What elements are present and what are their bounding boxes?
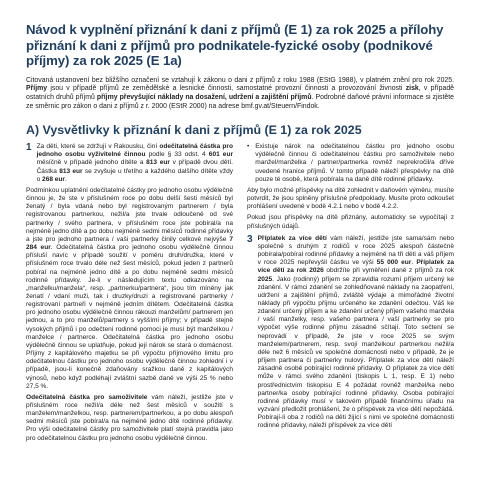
text-bold: 601 eur <box>208 151 233 159</box>
text-run: obdržíte při vyměření daně z příjmů za rok <box>326 267 455 275</box>
text-run: . Odečitatelná částka pro jednoho osobu výdělečně činnou přísluší navíc v případě soužití v poměru druh/družka, které v příslušném roce trvalo déle než šest měsíců, pokud jeden z partnerů pobíral na nejméně jedno dítě a po dobu nejméně sedmi měsíců rodinné přídavky. Je-li v následujícím textu odkazováno na „manželku/manžela“, resp. „partnerku/partnera“, jsou tím míněny jak ženatí / vdaní muži, tak i druzky/druzi a registrované partnerky / registrovaní partneři v nejméně jedním dítětem. Odečitatelná částka pro jednoho osobu výdělečně činnou rákouzi manželům/ partnerem jen jednou, a to pro manželů/partnery s vyššími příjmy; v případě stejně vysokých příjmů i po odečtení rodinné pomoci je musí být manželkou / manželce / partnerce. Odečitatelná částka pro jednoho osobu výdělečně činnou se uplatňuje, pokud její nárok se stará o domácnost. Příjmy z kapitálového majetku se při výpočtu příjmového limitu pro odečitatelnou částku pro jednoho osobu výdělečně činnou zohlední i v případě, jsou-li konečně zdaňovány sražkou daně z kapitálových výnosů, nebo když podléhají zvláštní sazbě daně ve výši 25 % nebo 27,5 %. <box>26 244 234 390</box>
text-bold: 268 eur <box>42 175 65 183</box>
intro-bold-3: příjmy převyšující náklady na dosažení, udržení a zajištění příjmů <box>96 93 312 101</box>
paragraph <box>26 394 233 443</box>
text-bold: 55 000 eur <box>376 259 412 267</box>
intro-text-1: Citovaná ustanovení bez bližšího označení se vztahují k zákonu o dani z příjmů z roku 1988 (EStG 1988), v platném znění pro rok 2025. <box>26 76 454 84</box>
list-item <box>247 235 454 434</box>
text-run: vám náleží, jestliže jste v příslušném roce nežil/a déle než šest měsíců v soužití s manželem/manželkou, resp. partnerem/partnerkou, a po dobu alespoň sedmi měsíců jste pobíral/a na nejméně jedno dítě rodinné přídavky. Pro výši odečitatelné částky pro samoživitele platí stejná pravidla jako pro odečitatelnou částku pro jednoho osobu výdělečně činnou. <box>26 393 233 442</box>
item-number: 1 <box>26 142 32 154</box>
text-run: Za děti, které se zdržují v Rakousku, činí <box>36 143 158 151</box>
text-run: v případě dvou dětí. Částka <box>36 159 233 175</box>
bullet-text: Existuje nárok na odečitatelnou částku pro jednoho osobu výdělečně činnou či odečitatelnou částku pro samoživitele nebo manžel/manželka / partner/partnerka rovněž neprekročil/a dříve uvedené hranice příjmů. V tomto případě náleží přespěvky na dítě pouze té osobě, která pobírala na daně dítě rodinné přídavky. <box>255 143 454 183</box>
intro-text-4: . Podrobné daňové právní informace si zjistěte ze směrnic pro zákon o dani z příjmů z r. 2000 (EStR 2000) na adrese bmf.gv.at/Steuern/Findok. <box>26 93 454 110</box>
document-title: Návod k vyplnění přiznání k dani z příjmů (E 1) za rok 2025 a přílohy přiznání k dani z příjmů pro podnikatele-fyzické osoby (podnikové příjmy) za rok 2025 (E 1a) <box>26 22 444 69</box>
bullet-item <box>247 143 454 187</box>
text-bold: odečitatelná částka pro jednoho osobu vyživitelné činnou <box>36 143 233 159</box>
item-text: Za děti, které se zdržují v Rakousku, činí odečitatelná částka pro jednoho osobu vyživitelné činnou podle § 33 odst. 4 601 eur měsíčně v případě jednoho dítěte a 813 eur v případě dvou dětí. Částka 813 eur se zvyšuje u třetího a každého dalšího dítěte vždy o 268 eur. <box>36 143 234 183</box>
text-run: vám náleží, jestliže jste sama/sám nebo společně s druhým z rodičů v roce 2025 alespoň částečně pobírala/pobíral rodinné přídavky a nejméně na tři děti a váš příjem v roce 2025 nepřevyšil částku ve výši <box>257 234 454 267</box>
text-bold: Příplatek za více dětí za rok 2026 <box>257 259 455 275</box>
item-number: 3 <box>247 233 253 245</box>
section-heading: A) Vysvětlivky k přiznání k dani z příjmů (E 1) za rok 2025 <box>26 123 362 138</box>
text-bold: 813 eur <box>146 159 170 167</box>
paragraph: Aby bylo možné příspěvky na dítě zohlednit v daňovém výměru, musíte potvrdit, že jsou splněny příslušné předpoklady. Musíte proto odkoušet prohlášení uvedené v bodě 4.2.1 nebo v bodě 4.2.2. <box>247 186 454 211</box>
text-bold: Příplatek za více dětí <box>257 234 327 242</box>
intro-bold-2: zisk <box>405 85 419 93</box>
text-run: se zvyšuje u třetího a každého dalšího dítěte vždy o <box>36 167 234 183</box>
text-bold: 813 eur <box>59 167 83 175</box>
two-column-body <box>26 143 454 446</box>
text-bold: 7 284 eur <box>26 235 233 252</box>
intro-text-3: , v případě ostatních druhů příjmů <box>26 85 454 101</box>
text-bold: 2025 <box>257 275 273 283</box>
text-bold: Odečitatelná částka pro samoživitele <box>26 393 148 401</box>
intro-paragraph <box>26 77 454 111</box>
item-text: Příplatek za více dětí vám náleží, jestliže jste sama/sám nebo společně s druhým z rodičů v roce 2025 alespoň částečně pobírala/pobíral rodinné přídavky a nejméně na tři děti a váš příjem v roce 2025 nepřevyšil částku ve výši 55 000 eur. Příplatek za více dětí za rok 2026 obdržíte při vyměření daně z příjmů za rok 2025. Jako (rodinný) příjem se zpravidla rozumí příjem určený ke zdanění. V rámci zdanění se zohledňované náklady na zaopatření, udržení a zajištění příjmů, zvláště výdaje a mimořádné životní náklady při výpočtu příjmu určeného ke zdanění odečtou. Váš ke zdanění určený příjem a ke zdanění určený příjem vašeho manžela / vaší manželky, resp. vašeho partnera / vaší partnerky se pro výpočet výše rodinné příjmu zásadně sčítají. Toto sečtení se neprovádí v případě, že jste v roce 2025 se svým manželem/partnerem, resp. svojí manželkou/ partnerkou nežil/a déle než 6 měsíců ve společné domácnosti nebo v případě, že je příjem partnera či partnerky nulový. Příplatek za více dětí náleží zásadně osobě pobírající rodinné přídavky. O příplatek za více dětí může v rámci svého zdanění (tiskopis L 1, resp. E 1) nebo prostřednictvím tiskopisu E 4 požádat rovněž manžel/ka nebo partner/ka osoby pobírající rodinné přídavky. Osoba pobírající rodinné přídavky musí v takovém případě finančnímu úřadu na vyzvání předložit prohlášení, že o příspěvek za více dětí nepožádá. Pobírají-li oba z rodičů na děti žijící s nimi ve společné domácnosti rodinné přídavky, náleží příspěvek za více dětí <box>257 234 455 430</box>
text-run: podle § 33 odst. 4 <box>148 151 206 159</box>
paragraph: Pokud jsou příspěvky na dítě přiznány, automaticky se vypočítají z příslušných údajů. <box>247 214 454 230</box>
intro-text-2: jsou v případě příjmů ze zemědělské a lesnické činnosti, samostatné provozní činnosti a provozování živnosti <box>50 85 403 93</box>
bullet-icon: • <box>247 143 250 151</box>
text-run: . Jako (rodinný) příjem se zpravidla rozumí příjem určený ke zdanění. V rámci zdanění se zohledňované náklady na zaopatření, udržení a zajištění příjmů, zvláště výdaje a mimořádné životní náklady při výpočtu příjmu určeného ke zdanění odečtou. Váš ke zdanění určený příjem a ke zdanění určený příjem vašeho manžela / vaší manželky, resp. vašeho partnera / vaší partnerky se pro výpočet výše rodinné příjmu zásadně sčítají. Toto sečtení se neprovádí v případě, že jste v roce 2025 se svým manželem/partnerem, resp. svojí manželkou/ partnerkou nežil/a déle než 6 měsíců ve společné domácnosti nebo v případě, že je příjem partnera či partnerky nulový. Příplatek za více dětí náleží zásadně osobě pobírající rodinné přídavky. O příplatek za více dětí může v rámci svého zdanění (tiskopis L 1, resp. E 1) nebo prostřednictvím tiskopisu E 4 požádat rovněž manžel/ka nebo partner/ka osoby pobírající rodinné přídavky. Osoba pobírající rodinné přídavky musí v takovém případě finančnímu úřadu na vyzvání předložit prohlášení, že o příspěvek za více dětí nepožádá. Pobírají-li oba z rodičů na děti žijící s nimi ve společné domácnosti rodinné přídavky, náleží příspěvek za více dětí <box>257 275 454 430</box>
paragraph <box>26 187 233 391</box>
list-item <box>26 143 233 187</box>
text-run: měsíčně v případě jednoho dítěte a <box>36 159 144 167</box>
right-column <box>247 143 454 446</box>
text-run: Podmínkou uplatnění odečitatelné částky pro jednoho osobu výdělečně činnou je, že ste v příslušném roce po dobu delší šesti měsíců byl ženatý / byla vdaná nebo byl registrovaným partnerem / byla registrovanou partnerkou, nežil/a jste trvale odloučeně od své partnerky / svého partnera, v příslušném roce jste pobíral/a na nejméně jedno dítě a po dobu nejméně sedmi měsíců rodinné přídavky a jste pro jednoho partnera / vaši partnerky činily celkové nejvýše <box>26 186 233 243</box>
intro-bold-1: Příjmy <box>26 85 48 93</box>
left-column <box>26 143 233 446</box>
